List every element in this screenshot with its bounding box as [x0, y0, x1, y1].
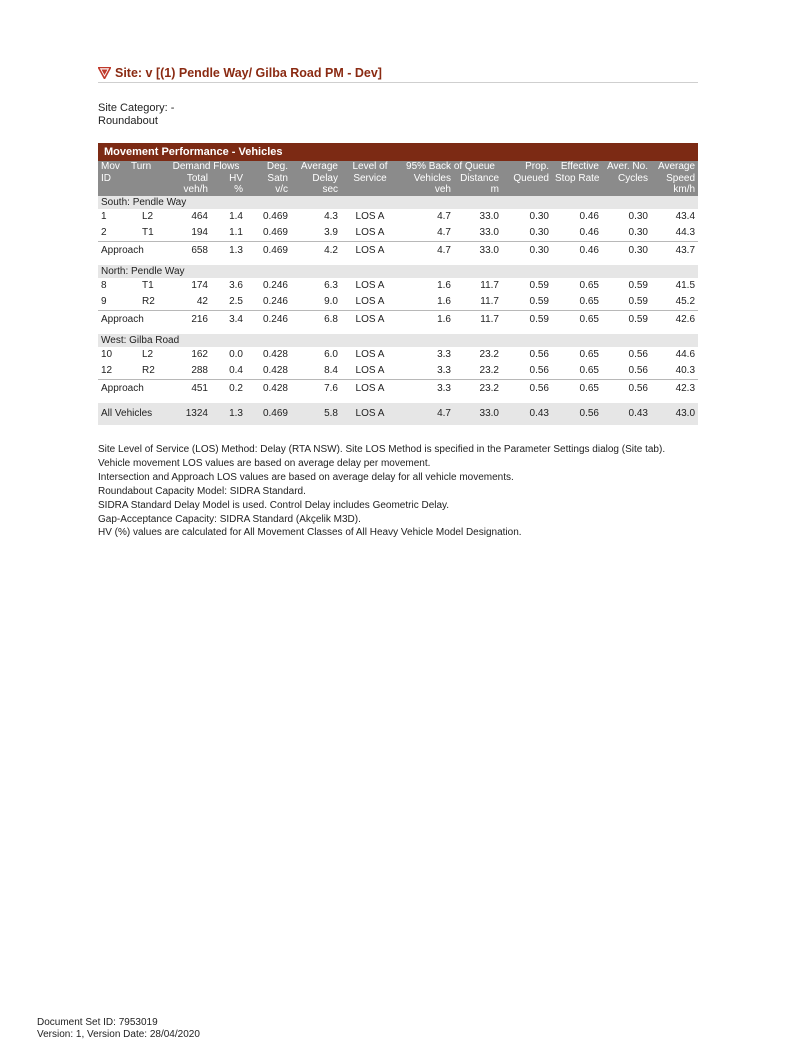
table-cell: 23.2	[479, 364, 499, 376]
approach-name: South: Pendle Way	[98, 196, 698, 209]
table-cell: 0.46	[579, 226, 599, 238]
table-row	[98, 294, 698, 311]
table-cell: 33.0	[479, 226, 499, 238]
movement-performance-table	[98, 143, 698, 425]
table-cell: 9	[101, 295, 107, 307]
col-header-back-of-queue: 95% Back of Queue Vehicles veh Distance m	[399, 161, 502, 196]
table-cell: 0.246	[262, 279, 288, 291]
table-cell: 4.7	[437, 210, 451, 222]
table-cell: 40.3	[675, 364, 696, 376]
table-cell: L2	[142, 348, 154, 360]
table-cell: LOS A	[341, 379, 399, 398]
table-cell: 0.59	[628, 279, 648, 291]
table-cell: 0.30	[529, 226, 549, 238]
table-row	[98, 278, 698, 294]
table-cell: 0.65	[552, 310, 602, 329]
table-cell: LOS A	[355, 279, 385, 291]
table-cell: 44.3	[675, 226, 696, 238]
note-line: Roundabout Capacity Model: SIDRA Standard.	[98, 485, 306, 497]
yield-sign-icon	[98, 67, 111, 79]
table-cell: 1.6	[437, 279, 451, 291]
table-cell: 0.56	[529, 348, 549, 360]
table-cell: 0.46	[579, 210, 599, 222]
site-category	[98, 102, 174, 128]
table-cell: 1324	[166, 403, 211, 425]
table-cell: 2	[101, 226, 107, 238]
table-cell: 0.65	[579, 348, 599, 360]
table-cell: 6.3	[324, 279, 338, 291]
table-cell: LOS A	[341, 241, 399, 260]
table-cell: 0.59	[502, 310, 552, 329]
table-cell: 42.6	[651, 310, 698, 329]
table-cell: 194	[191, 226, 208, 238]
all-vehicles-row	[98, 403, 698, 425]
table-cell: LOS A	[355, 210, 385, 222]
table-cell: 0.59	[602, 310, 651, 329]
table-cell: 9.0	[324, 295, 338, 307]
table-cell: 42	[196, 295, 208, 307]
table-cell: T1	[142, 226, 154, 238]
table-cell: Approach	[98, 310, 166, 329]
table-cell: 0.30	[502, 241, 552, 260]
table-cell: LOS A	[341, 403, 399, 425]
table-cell: 3.3	[399, 379, 454, 398]
table-cell: 0.46	[552, 241, 602, 260]
document-footer	[37, 1017, 200, 1041]
table-cell: 33.0	[479, 210, 499, 222]
table-cell: LOS A	[355, 226, 385, 238]
table-cell: 0.65	[579, 295, 599, 307]
table-cell: 0.56	[552, 403, 602, 425]
table-cell: 6.0	[324, 348, 338, 360]
table-cell: 1.6	[437, 295, 451, 307]
table-cell: 0.59	[529, 295, 549, 307]
site-type: Roundabout	[98, 115, 158, 127]
col-header-average-delay: Average Delay sec	[291, 161, 341, 196]
table-cell: 0.65	[579, 279, 599, 291]
col-header-average-speed: Average Speed km/h	[651, 161, 698, 196]
col-header-vehicles: Vehicles veh	[413, 172, 451, 195]
table-row	[98, 347, 698, 363]
table-cell: 0.56	[502, 379, 552, 398]
table-cell: 0.43	[602, 403, 651, 425]
table-cell: 11.7	[454, 310, 502, 329]
col-header-level-of-service: Level of Service	[341, 161, 399, 196]
table-cell: 288	[191, 364, 208, 376]
table-cell: All Vehicles	[98, 403, 166, 425]
table-cell: 33.0	[454, 403, 502, 425]
note-line: Intersection and Approach LOS values are based on average delay for all vehicle movements.	[98, 471, 514, 483]
col-header-distance: Distance m	[460, 172, 499, 195]
table-cell: 4.3	[324, 210, 338, 222]
table-cell: 1	[101, 210, 107, 222]
table-cell: 0.65	[552, 379, 602, 398]
note-line: Site Level of Service (LOS) Method: Delay (RTA NSW). Site LOS Method is specified in the Parameter Settings dialog (Site tab).	[98, 444, 666, 455]
note-line: Vehicle movement LOS values are based on average delay per movement.	[98, 457, 431, 469]
table-cell: 3.3	[437, 348, 451, 360]
table-cell: 174	[191, 279, 208, 291]
table-cell: 0.246	[246, 310, 291, 329]
table-row	[98, 209, 698, 225]
table-cell: 464	[191, 210, 208, 222]
notes	[98, 443, 665, 540]
col-header-turn: Turn	[128, 161, 166, 196]
table-cell: 12	[101, 364, 113, 376]
table-cell: 162	[191, 348, 208, 360]
approach-group-header	[98, 265, 698, 278]
table-cell: 0.246	[262, 295, 288, 307]
table-cell: 5.8	[291, 403, 341, 425]
table-cell: LOS A	[341, 310, 399, 329]
table-row	[98, 363, 698, 380]
table-cell: 0.469	[246, 241, 291, 260]
site-title-text: Site: v [(1) Pendle Way/ Gilba Road PM - Dev]	[115, 66, 382, 80]
table-cell: 2.5	[229, 295, 243, 307]
table-cell: Approach	[98, 241, 166, 260]
table-cell: 216	[166, 310, 211, 329]
table-cell: 0.428	[262, 364, 288, 376]
table-row	[98, 225, 698, 242]
approach-name: West: Gilba Road	[98, 334, 698, 347]
table-cell: LOS A	[355, 295, 385, 307]
table-cell: 0.469	[262, 210, 288, 222]
table-cell: 23.2	[479, 348, 499, 360]
note-line: Gap-Acceptance Capacity: SIDRA Standard (Akçelik M3D).	[98, 513, 361, 525]
table-cell: R2	[142, 295, 155, 307]
table-cell: 0.428	[246, 379, 291, 398]
table-cell: 0.30	[628, 210, 648, 222]
approach-summary-row	[98, 241, 698, 260]
approach-summary-row	[98, 379, 698, 398]
table-cell: LOS A	[355, 348, 385, 360]
table-cell: 23.2	[454, 379, 502, 398]
table-cell: 44.6	[675, 348, 696, 360]
col-header-prop-queued: Prop. Queued	[502, 161, 552, 196]
table-cell: 45.2	[675, 295, 696, 307]
table-cell: 0.30	[628, 226, 648, 238]
col-header-effective-stop-rate: Effective Stop Rate	[552, 161, 602, 196]
site-category-label: Site Category: -	[98, 102, 175, 114]
table-cell: 43.7	[651, 241, 698, 260]
table-cell: 0.56	[628, 348, 648, 360]
table-cell: Approach	[98, 379, 166, 398]
table-cell: L2	[142, 210, 154, 222]
col-header-hv: HV %	[229, 172, 243, 195]
table-cell: 0.428	[262, 348, 288, 360]
col-header-aver-no-cycles: Aver. No. Cycles	[602, 161, 651, 196]
table-cell: 3.6	[229, 279, 243, 291]
table-cell: 0.469	[262, 226, 288, 238]
table-cell: 42.3	[651, 379, 698, 398]
table-cell: 0.30	[529, 210, 549, 222]
table-cell: 10	[101, 348, 113, 360]
table-cell: 0.2	[211, 379, 246, 398]
col-header-total: Total veh/h	[183, 172, 208, 195]
table-cell: 8.4	[324, 364, 338, 376]
table-cell: 0.4	[229, 364, 243, 376]
approach-group-header	[98, 334, 698, 347]
table-cell: 43.0	[651, 403, 698, 425]
table-cell: 41.5	[675, 279, 696, 291]
table-cell: 1.3	[211, 403, 246, 425]
table-cell: 11.7	[480, 279, 499, 291]
table-cell: 3.4	[211, 310, 246, 329]
table-cell: 3.9	[324, 226, 338, 238]
table-cell: 1.1	[229, 226, 243, 238]
table-cell: 0.56	[529, 364, 549, 376]
table-cell: 11.7	[480, 295, 499, 307]
table-cell: LOS A	[355, 364, 385, 376]
table-cell: 4.7	[399, 403, 454, 425]
table-cell: 3.3	[437, 364, 451, 376]
table-cell: 0.59	[529, 279, 549, 291]
table-cell: 6.8	[291, 310, 341, 329]
table-cell: 0.56	[602, 379, 651, 398]
document-set-id: Document Set ID: 7953019	[37, 1017, 158, 1028]
version-info: Version: 1, Version Date: 28/04/2020	[37, 1029, 200, 1040]
table-cell: 1.4	[229, 210, 243, 222]
col-header-mov-id: Mov ID	[98, 161, 128, 196]
table-cell: 1.6	[399, 310, 454, 329]
table-cell: 33.0	[454, 241, 502, 260]
table-cell: 0.0	[229, 348, 243, 360]
table-cell: 0.43	[502, 403, 552, 425]
table-cell: 8	[101, 279, 107, 291]
table-cell: 658	[166, 241, 211, 260]
table-cell: 4.7	[399, 241, 454, 260]
table-cell: 1.3	[211, 241, 246, 260]
col-header-deg-satn: Deg. Satn v/c	[246, 161, 291, 196]
table-cell: 0.30	[602, 241, 651, 260]
approach-summary-row	[98, 310, 698, 329]
approach-name: North: Pendle Way	[98, 265, 698, 278]
col-header-demand-flows: Demand Flows Total veh/h HV %	[166, 161, 246, 196]
note-line: SIDRA Standard Delay Model is used. Control Delay includes Geometric Delay.	[98, 499, 450, 511]
table-cell: 4.7	[437, 226, 451, 238]
site-title	[98, 66, 698, 83]
table-cell: R2	[142, 364, 155, 376]
table-cell: 0.469	[246, 403, 291, 425]
table-cell: 43.4	[675, 210, 696, 222]
table-cell: 4.2	[291, 241, 341, 260]
table-cell: 0.56	[628, 364, 648, 376]
table-cell: 0.59	[628, 295, 648, 307]
note-line: HV (%) values are calculated for All Movement Classes of All Heavy Vehicle Model Designation.	[98, 527, 522, 539]
table-caption: Movement Performance - Vehicles	[98, 143, 698, 161]
table-cell: 451	[166, 379, 211, 398]
table-cell: 7.6	[291, 379, 341, 398]
approach-group-header	[98, 196, 698, 209]
table-cell: 0.65	[579, 364, 599, 376]
table-cell: T1	[142, 279, 154, 291]
